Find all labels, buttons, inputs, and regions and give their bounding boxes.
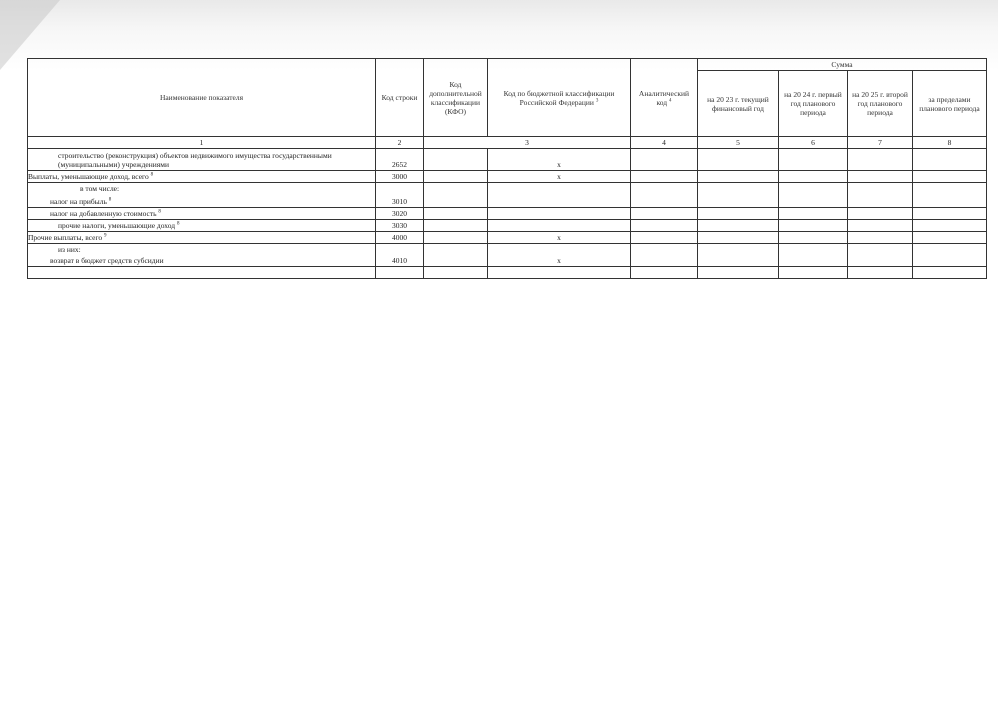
row-code: 3000 <box>376 171 424 183</box>
cell-sum-3 <box>848 244 913 267</box>
cell-sum-3 <box>848 183 913 208</box>
row-label-text: прочие налоги, уменьшающие доход <box>58 221 176 230</box>
cell-empty <box>698 267 779 279</box>
cell-budget-classification <box>488 183 631 208</box>
cell-sum-4 <box>913 220 987 232</box>
cell-analytic <box>631 220 698 232</box>
cell-sum-3 <box>848 220 913 232</box>
header-name: Наименование показателя <box>28 59 376 137</box>
cell-sum-4 <box>913 149 987 171</box>
cell-kfo <box>424 232 488 244</box>
row-label-text: налог на прибыль <box>50 197 107 206</box>
row-code: 4000 <box>376 232 424 244</box>
header-analytic-sup: 4 <box>669 98 672 103</box>
cell-empty <box>631 267 698 279</box>
table-row <box>28 220 987 232</box>
cell-analytic <box>631 171 698 183</box>
header-sum-first-plan-year: на 20 24 г. первый год планового периода <box>779 71 848 137</box>
col-number-7: 7 <box>848 137 913 149</box>
row-label <box>28 183 376 208</box>
cell-budget-classification <box>488 208 631 220</box>
table-row <box>28 232 987 244</box>
footnote-sup: 8 <box>176 221 180 227</box>
row-label <box>28 232 376 244</box>
cell-sum-2 <box>779 183 848 208</box>
cell-empty <box>779 267 848 279</box>
col-number-1: 1 <box>28 137 376 149</box>
col-number-2: 2 <box>376 137 424 149</box>
table-row <box>28 149 987 171</box>
cell-kfo <box>424 171 488 183</box>
header-sum-current-year: на 20 23 г. текущий финансовый год <box>698 71 779 137</box>
row-label-text: Прочие выплаты, всего <box>28 233 103 242</box>
header-budget-classification <box>488 59 631 137</box>
cell-sum-1 <box>698 171 779 183</box>
row-code: 3030 <box>376 220 424 232</box>
row-label-text: налог на добавленную стоимость <box>50 209 157 218</box>
cell-analytic <box>631 232 698 244</box>
row-code: 3010 <box>376 183 424 208</box>
cell-sum-3 <box>848 149 913 171</box>
cell-sum-3 <box>848 208 913 220</box>
cell-sum-4 <box>913 244 987 267</box>
row-label <box>28 171 376 183</box>
table-row-empty <box>28 267 987 279</box>
header-row-code: Код строки <box>376 59 424 137</box>
cell-empty <box>913 267 987 279</box>
row-label-group <box>50 197 373 206</box>
financial-plan-table <box>27 58 987 279</box>
cell-analytic <box>631 208 698 220</box>
row-code: 4010 <box>376 244 424 267</box>
row-label <box>28 208 376 220</box>
cell-sum-1 <box>698 220 779 232</box>
cell-kfo <box>424 149 488 171</box>
cell-sum-1 <box>698 244 779 267</box>
cell-empty <box>848 267 913 279</box>
col-number-4: 4 <box>631 137 698 149</box>
report-sheet <box>27 58 986 279</box>
footnote-sup: 8 <box>150 172 154 178</box>
header-sum-second-plan-year: на 20 25 г. второй год планового периода <box>848 71 913 137</box>
cell-budget-classification: x <box>488 244 631 267</box>
row-code: 2652 <box>376 149 424 171</box>
cell-sum-4 <box>913 208 987 220</box>
row-label <box>28 244 376 267</box>
table-row <box>28 244 987 267</box>
cell-budget-classification <box>488 220 631 232</box>
cell-sum-2 <box>779 220 848 232</box>
row-code: 3020 <box>376 208 424 220</box>
header-analytic-code <box>631 59 698 137</box>
row-label-text: возврат в бюджет средств субсидии <box>50 256 164 265</box>
cell-kfo <box>424 183 488 208</box>
header-bk-sup: 3 <box>595 98 599 103</box>
row-label <box>28 220 376 232</box>
cell-sum-1 <box>698 208 779 220</box>
table-row <box>28 183 987 208</box>
cell-sum-1 <box>698 149 779 171</box>
cell-sum-4 <box>913 171 987 183</box>
cell-budget-classification: x <box>488 171 631 183</box>
row-sublabel: из них: <box>58 245 81 254</box>
header-sum-group: Сумма <box>698 59 987 71</box>
header-kfo: Код дополнительной классификации (КФО) <box>424 59 488 137</box>
cell-empty <box>488 267 631 279</box>
cell-budget-classification: x <box>488 232 631 244</box>
cell-analytic <box>631 149 698 171</box>
cell-analytic <box>631 183 698 208</box>
cell-sum-3 <box>848 232 913 244</box>
table-row <box>28 171 987 183</box>
cell-sum-4 <box>913 183 987 208</box>
cell-sum-1 <box>698 232 779 244</box>
footnote-sup: 8 <box>108 197 112 203</box>
cell-empty <box>28 267 376 279</box>
footnote-sup: 8 <box>158 209 161 215</box>
header-analytic-label: Аналитический код <box>638 88 690 107</box>
col-number-3: 3 <box>424 137 631 149</box>
row-label: строительство (реконструкция) объектов недвижимого имущества государственными (муниципальными) учреждениями <box>28 149 376 171</box>
cell-empty <box>376 267 424 279</box>
cell-sum-4 <box>913 232 987 244</box>
cell-kfo <box>424 244 488 267</box>
col-number-6: 6 <box>779 137 848 149</box>
cell-sum-2 <box>779 232 848 244</box>
col-number-8: 8 <box>913 137 987 149</box>
cell-empty <box>424 267 488 279</box>
cell-kfo <box>424 208 488 220</box>
header-sum-beyond-plan: за пределами планового периода <box>913 71 987 137</box>
footnote-sup: 9 <box>104 233 107 239</box>
row-sublabel: в том числе: <box>80 184 120 193</box>
cell-sum-2 <box>779 208 848 220</box>
cell-kfo <box>424 220 488 232</box>
col-number-5: 5 <box>698 137 779 149</box>
cell-sum-1 <box>698 183 779 208</box>
header-bk-label: Код по бюджетной классификации Российской Федерации <box>503 88 615 107</box>
cell-sum-3 <box>848 171 913 183</box>
row-label-text: Выплаты, уменьшающие доход, всего <box>28 172 149 181</box>
cell-sum-2 <box>779 171 848 183</box>
cell-sum-2 <box>779 244 848 267</box>
table-row <box>28 208 987 220</box>
cell-sum-2 <box>779 149 848 171</box>
cell-budget-classification: x <box>488 149 631 171</box>
cell-analytic <box>631 244 698 267</box>
